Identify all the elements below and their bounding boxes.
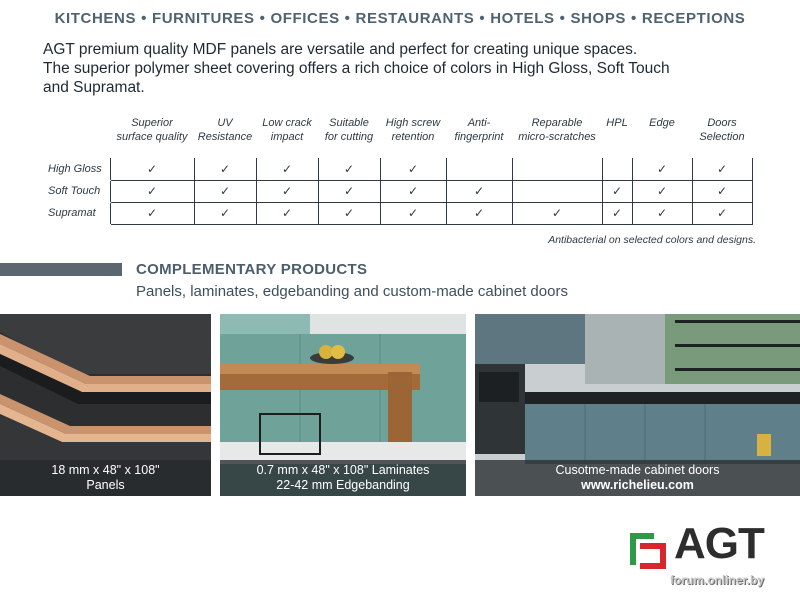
segment-separator: • (479, 10, 486, 27)
segment-separator: • (141, 10, 147, 27)
row-label: Soft Touch (48, 185, 101, 197)
column-header (380, 116, 446, 158)
laminates-caption (220, 460, 466, 496)
laminates-caption-line-2: 22-42 mm Edgebanding (276, 478, 410, 492)
check-cell (512, 158, 602, 180)
segment-label: OFFICES (270, 10, 340, 27)
column-header (512, 116, 602, 158)
panels-photo (0, 314, 211, 496)
richelieu-link[interactable]: www.richelieu.com (581, 478, 694, 492)
check-cell: ✓ (602, 180, 632, 202)
column-header-line: surface quality (116, 131, 188, 143)
check-cell: ✓ (380, 180, 446, 202)
agt-logo-text: AGT (674, 519, 764, 568)
segment-separator: • (559, 10, 566, 27)
table-row (44, 202, 752, 224)
laminates-caption-line-1: 0.7 mm x 48" x 108" Laminates (256, 463, 430, 477)
column-header-line: UV (217, 117, 233, 129)
column-header-line: Superior (131, 117, 173, 129)
intro-line-1: AGT premium quality MDF panels are versatile and perfect for creating unique spaces. (43, 41, 638, 58)
column-header-line: micro-scratches (518, 131, 596, 143)
column-header-line: Low crack (262, 117, 312, 129)
panels-caption-line-2: Panels (86, 478, 125, 492)
check-cell (602, 158, 632, 180)
column-header-line: Doors (707, 117, 737, 129)
check-cell: ✓ (110, 180, 194, 202)
check-cell: ✓ (318, 158, 380, 180)
segment-label: RECEPTIONS (641, 10, 746, 27)
panels-caption (0, 460, 211, 496)
check-cell: ✓ (632, 158, 692, 180)
check-cell: ✓ (446, 202, 512, 224)
complementary-subtitle: Panels, laminates, edgebanding and custom-made cabinet doors (136, 283, 568, 300)
check-cell: ✓ (446, 180, 512, 202)
column-header (194, 116, 256, 158)
column-header-line: HPL (606, 117, 628, 129)
column-header (446, 116, 512, 158)
column-header-line: retention (391, 131, 435, 143)
antibacterial-footnote: Antibacterial on selected colors and designs. (548, 234, 756, 246)
table-row (44, 158, 752, 180)
column-header-line: fingerprint (454, 131, 504, 143)
check-cell: ✓ (692, 202, 752, 224)
column-header (632, 116, 692, 158)
check-cell: ✓ (318, 180, 380, 202)
column-header-line: Selection (699, 131, 745, 143)
check-cell: ✓ (256, 158, 318, 180)
panels-caption-line-1: 18 mm x 48" x 108" (51, 463, 160, 477)
column-header-line: Edge (649, 117, 675, 129)
watermark: forum.onliner.by (670, 573, 765, 587)
intro-line-3: and Supramat. (43, 79, 145, 96)
check-cell: ✓ (194, 202, 256, 224)
segment-label: HOTELS (490, 10, 555, 27)
column-header-line: for cutting (324, 131, 374, 143)
check-cell: ✓ (632, 202, 692, 224)
column-header (602, 116, 632, 158)
check-cell: ✓ (692, 180, 752, 202)
cabinet-doors-caption-line-1: Cusotme-made cabinet doors (555, 463, 720, 477)
column-header-line: Anti- (467, 117, 491, 129)
check-cell: ✓ (256, 180, 318, 202)
table-row (44, 180, 752, 202)
cabinet-doors-caption (475, 460, 800, 496)
complementary-title: COMPLEMENTARY PRODUCTS (136, 261, 368, 278)
column-header (110, 116, 194, 158)
check-cell: ✓ (512, 202, 602, 224)
section-band (0, 263, 122, 276)
column-header (692, 116, 752, 158)
row-label: High Gloss (48, 162, 102, 175)
check-cell (446, 158, 512, 180)
check-cell: ✓ (380, 202, 446, 224)
row-label: Supramat (48, 207, 96, 219)
features-table (44, 116, 753, 225)
segment-separator: • (631, 10, 637, 27)
column-header-line: Suitable (329, 117, 369, 129)
column-header (318, 116, 380, 158)
check-cell: ✓ (256, 202, 318, 224)
segment-label: SHOPS (570, 10, 627, 27)
intro-text (43, 40, 763, 97)
intro-line-2: The superior polymer sheet covering offers a rich choice of colors in High Gloss, Soft Touch (43, 60, 670, 77)
check-cell: ✓ (110, 202, 194, 224)
check-cell: ✓ (194, 180, 256, 202)
check-cell: ✓ (318, 202, 380, 224)
column-header-line: Reparable (531, 117, 583, 129)
segment-label: RESTAURANTS (355, 10, 475, 27)
segments-header (0, 10, 800, 27)
check-cell: ✓ (602, 202, 632, 224)
check-cell (512, 180, 602, 202)
column-header-line: Resistance (197, 131, 253, 143)
check-cell: ✓ (632, 180, 692, 202)
logo-red-corner (640, 543, 666, 569)
check-cell: ✓ (692, 158, 752, 180)
check-cell: ✓ (110, 158, 194, 180)
laminates-photo (220, 314, 466, 496)
segment-label: KITCHENS (54, 10, 137, 27)
check-cell: ✓ (194, 158, 256, 180)
segment-separator: • (344, 10, 351, 27)
table-corner (44, 116, 110, 158)
column-header (256, 116, 318, 158)
segment-label: FURNITURES (151, 10, 255, 27)
cabinet-doors-photo (475, 314, 800, 496)
column-header-line: impact (270, 131, 304, 143)
check-cell: ✓ (380, 158, 446, 180)
column-header-line: High screw (385, 117, 441, 129)
segment-separator: • (259, 10, 266, 27)
